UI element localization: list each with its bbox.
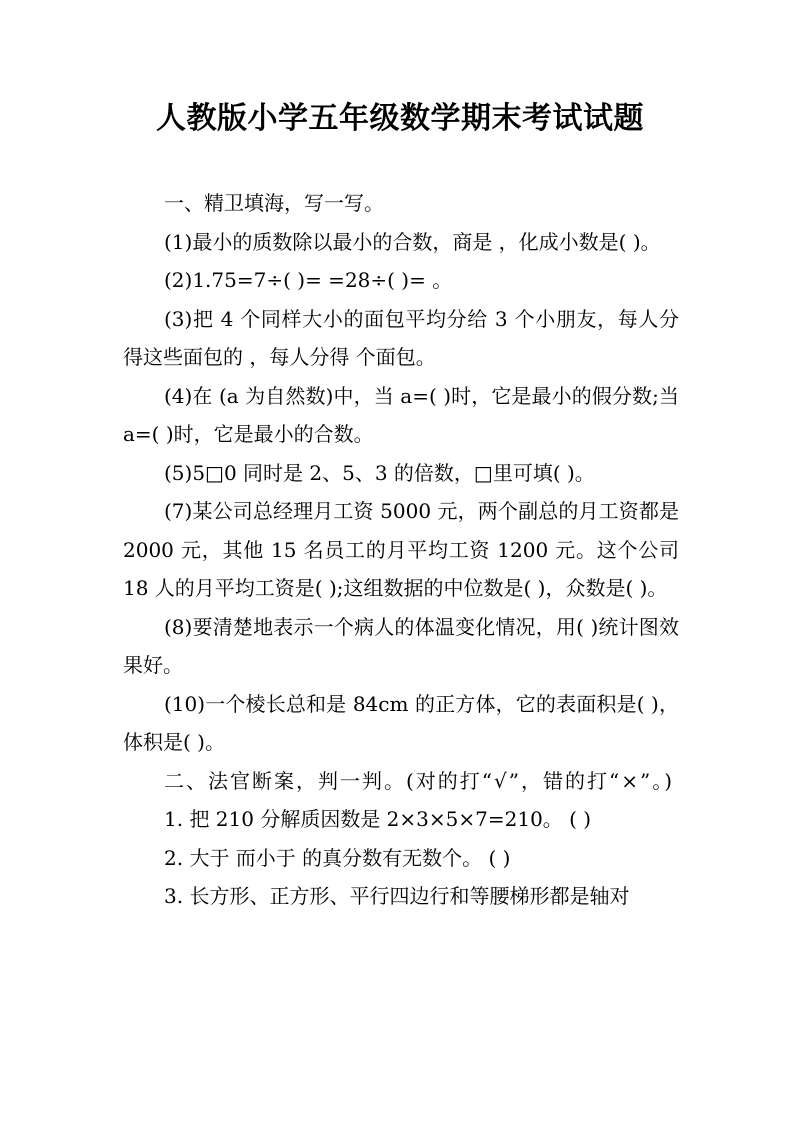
judgement-item-2: 2. 大于 而小于 的真分数有无数个。 ( ) bbox=[164, 845, 511, 870]
question-2: (2)1.75=7÷( )= =28÷( )= 。 bbox=[164, 268, 453, 292]
section-heading-true-false: 二、法官断案，判一判。(对的打“√”，错的打“×”。) bbox=[164, 768, 675, 793]
document-body bbox=[123, 184, 679, 916]
question-7: (7)某公司总经理月工资 5000 元，两个副总的月工资都是 2000 元，其他 15 名员工的月平均工资 1200 元。这个公司 18 人的月平均工资是( );这组数据的中位数是( )，众数是( )。 bbox=[123, 499, 679, 600]
question-4: (4)在 (a 为自然数)中，当 a=( )时，它是最小的假分数;当 a=( )时，它是最小的合数。 bbox=[123, 383, 679, 446]
question-5: (5)5□0 同时是 2、5、3 的倍数，□里可填( )。 bbox=[164, 460, 595, 485]
question-1: (1)最小的质数除以最小的合数，商是 ，化成小数是( )。 bbox=[164, 229, 661, 254]
question-8: (8)要清楚地表示一个病人的体温变化情况，用( )统计图效果好。 bbox=[123, 614, 679, 677]
judgement-item-1: 1. 把 210 分解质因数是 2×3×5×7=210。 ( ) bbox=[164, 807, 592, 831]
document-title: 人教版小学五年级数学期末考试试题 bbox=[156, 101, 644, 136]
judgement-item-3: 3. 长方形、正方形、平行四边行和等腰梯形都是轴对 bbox=[164, 884, 630, 908]
question-10: (10)一个棱长总和是 84cm 的正方体，它的表面积是( )，体积是( )。 bbox=[123, 691, 679, 754]
section-heading-fill-in: 一、精卫填海，写一写。 bbox=[164, 191, 384, 215]
question-3: (3)把 4 个同样大小的面包平均分给 3 个小朋友，每人分得这些面包的 ，每人分得 个面包。 bbox=[123, 306, 679, 369]
